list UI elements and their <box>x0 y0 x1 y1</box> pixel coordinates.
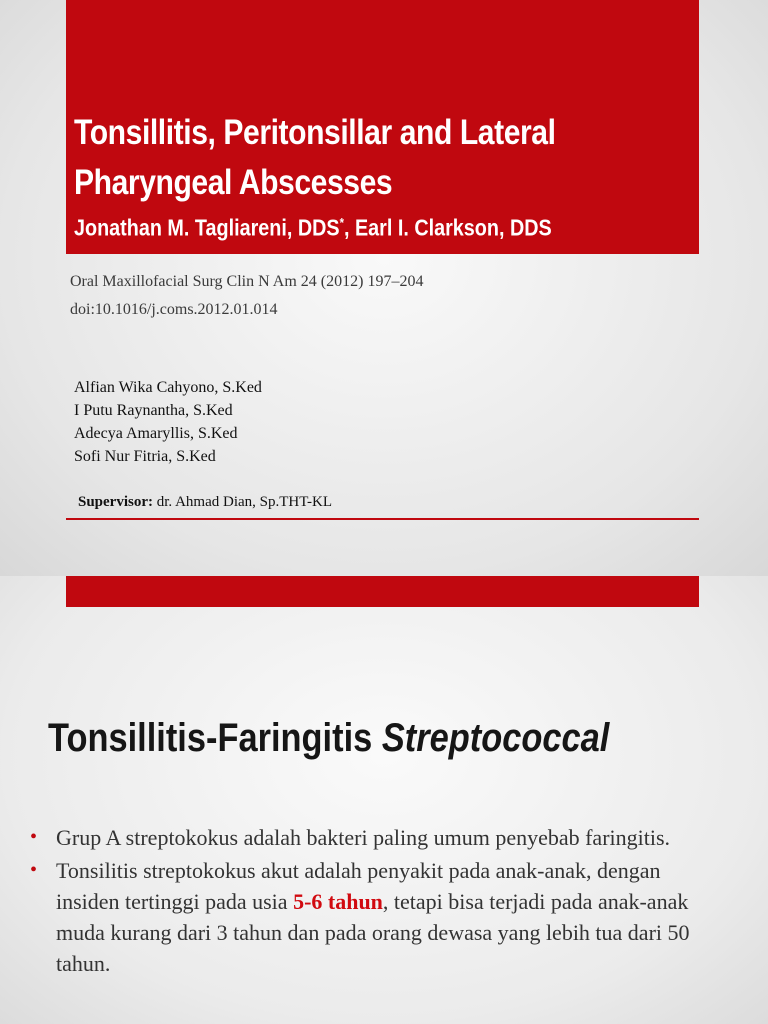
title-line-1: Tonsillitis, Peritonsillar and Lateral <box>74 113 556 152</box>
bullet-item <box>30 822 710 853</box>
bullet-text-end: , tetapi bisa terjadi pada anak-anak muda kurang dari 3 tahun dan pada orang dewasa yang lebih tua dari 50 tahun. <box>56 889 690 976</box>
supervisor-name: dr. Ahmad Dian, Sp.THT-KL <box>153 494 333 510</box>
author-1: Jonathan M. Tagliareni, DDS <box>74 214 340 241</box>
age-highlight: 5-6 tahun <box>293 889 383 914</box>
presenter-name: I Putu Raynantha, S.Ked <box>74 402 233 419</box>
bullet-text-start: Tonsilitis streptokokus akut adalah penyakit pada anak-anak, dengan insiden tertinggi pada usia <box>56 858 661 914</box>
citation <box>70 268 423 324</box>
title-banner-bottom <box>66 576 699 607</box>
presenter-name: Alfian Wika Cahyono, S.Ked <box>74 379 262 396</box>
paper-authors <box>74 208 552 243</box>
slide-heading <box>48 716 609 761</box>
bullet-item <box>30 855 710 979</box>
author-1-mark: * <box>339 215 344 230</box>
bullet-list <box>30 822 710 981</box>
bullet-text: Grup A streptokokus adalah bakteri paling umum penyebab faringitis. <box>56 825 671 850</box>
title-line-2: Pharyngeal Abscesses <box>74 163 393 202</box>
heading-italic: Streptococcal <box>381 716 610 760</box>
presenter-list <box>74 376 262 468</box>
supervisor-divider <box>66 518 699 520</box>
bullet-text <box>56 858 690 976</box>
paper-title <box>74 108 607 208</box>
presenter-name: Adecya Amaryllis, S.Ked <box>74 425 238 442</box>
heading-text: Tonsillitis-Faringitis <box>48 716 382 760</box>
supervisor-label: Supervisor: <box>78 494 153 510</box>
author-2: , Earl I. Clarkson, DDS <box>343 214 552 241</box>
doi: doi:10.1016/j.coms.2012.01.014 <box>70 301 278 318</box>
bullet-icon: • <box>30 859 38 881</box>
presenter-name: Sofi Nur Fitria, S.Ked <box>74 448 216 465</box>
journal-reference: Oral Maxillofacial Surg Clin N Am 24 (2012) 197–204 <box>70 273 424 290</box>
supervisor <box>78 494 332 511</box>
bullet-icon: • <box>30 826 38 848</box>
